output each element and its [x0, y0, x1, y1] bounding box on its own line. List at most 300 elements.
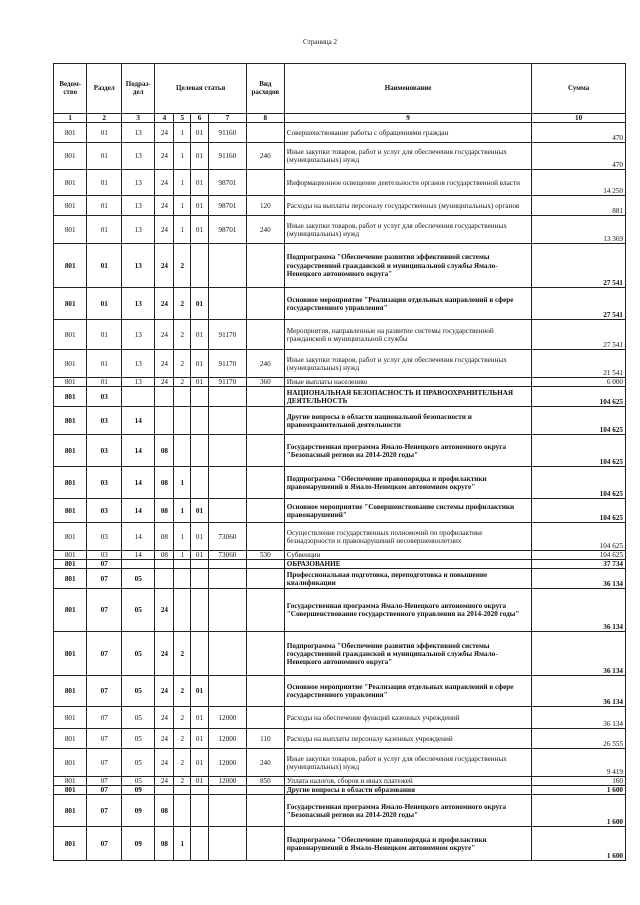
cell-target-direction — [208, 676, 246, 707]
cell-amount: 470 — [532, 143, 626, 170]
column-number: 7 — [208, 114, 246, 123]
cell-amount: 104 625 — [532, 435, 626, 467]
cell-amount: 36 134 — [532, 589, 626, 632]
cell-target-program — [155, 560, 174, 569]
cell-target-direction — [208, 244, 246, 288]
cell-target-direction — [208, 632, 246, 676]
cell-subsection — [122, 387, 155, 407]
table-row — [54, 569, 626, 589]
cell-section: 07 — [87, 560, 122, 569]
cell-subsection: 13 — [122, 288, 155, 320]
cell-name: Основное мероприятие "Реализация отдельных направлений в сфере государственного управления" — [284, 288, 532, 320]
cell-target-subprogram: 2 — [174, 288, 191, 320]
cell-target-subprogram: 2 — [174, 729, 191, 749]
cell-dept: 801 — [54, 729, 87, 749]
cell-target-direction: 12000 — [208, 749, 246, 777]
cell-target-subprogram: 2 — [174, 378, 191, 387]
cell-section: 07 — [87, 632, 122, 676]
cell-name: Подпрограмма "Обеспечение развития эффективной системы государственной гражданской и муниципальной службы Ямало-Ненецкого автономного округа" — [284, 632, 532, 676]
cell-exp-type: 240 — [246, 216, 284, 244]
cell-target-program — [155, 786, 174, 795]
cell-subsection: 05 — [122, 729, 155, 749]
column-number: 10 — [532, 114, 626, 123]
cell-target-direction: 91170 — [208, 350, 246, 378]
cell-target-program: 24 — [155, 632, 174, 676]
cell-name: Подпрограмма "Обеспечение развития эффективной системы государственной гражданской и муниципальной службы Ямало-Ненецкого автономного округа" — [284, 244, 532, 288]
table-row — [54, 786, 626, 795]
cell-exp-type: 240 — [246, 350, 284, 378]
table-row — [54, 467, 626, 499]
cell-target-program: 24 — [155, 777, 174, 786]
cell-subsection: 13 — [122, 350, 155, 378]
page-label: Страница 2 — [303, 38, 337, 46]
cell-name: Основное мероприятие "Совершенствование системы профилактики правонарушений" — [284, 499, 532, 523]
cell-section: 01 — [87, 123, 122, 143]
cell-name: Осуществление государственных полномочий по профилактике безнадзорности и правонарушений несовершеннолетних — [284, 523, 532, 551]
cell-target-direction — [208, 288, 246, 320]
cell-target-program: 08 — [155, 499, 174, 523]
cell-target-program — [155, 387, 174, 407]
cell-target-activity — [191, 827, 209, 861]
cell-target-activity: 01 — [191, 551, 209, 560]
cell-target-subprogram — [174, 589, 191, 632]
cell-target-activity: 01 — [191, 707, 209, 729]
cell-subsection: 05 — [122, 569, 155, 589]
cell-exp-type — [246, 170, 284, 196]
cell-amount: 6 000 — [532, 378, 626, 387]
cell-target-direction — [208, 407, 246, 435]
cell-target-activity: 01 — [191, 523, 209, 551]
cell-section: 01 — [87, 244, 122, 288]
cell-target-direction — [208, 560, 246, 569]
table-row — [54, 244, 626, 288]
cell-target-activity — [191, 467, 209, 499]
cell-target-activity — [191, 435, 209, 467]
cell-target-direction — [208, 467, 246, 499]
column-number: 9 — [284, 114, 532, 123]
cell-target-subprogram: 2 — [174, 707, 191, 729]
table-row — [54, 387, 626, 407]
header-target: Целевая статья — [155, 64, 246, 114]
cell-target-direction: 98701 — [208, 216, 246, 244]
cell-name: Профессиональная подготовка, переподготовка и повышение квалификации — [284, 569, 532, 589]
cell-name: Иные закупки товаров, работ и услуг для обеспечения государственных (муниципальных) нужд — [284, 350, 532, 378]
cell-target-subprogram: 2 — [174, 350, 191, 378]
budget-table — [53, 63, 626, 861]
cell-exp-type — [246, 786, 284, 795]
cell-amount: 36 134 — [532, 632, 626, 676]
cell-dept: 801 — [54, 707, 87, 729]
cell-subsection: 05 — [122, 777, 155, 786]
cell-target-activity — [191, 632, 209, 676]
cell-dept: 801 — [54, 551, 87, 560]
cell-target-program: 24 — [155, 123, 174, 143]
cell-target-program: 24 — [155, 196, 174, 216]
table-row — [54, 288, 626, 320]
cell-target-activity — [191, 387, 209, 407]
cell-exp-type: 110 — [246, 729, 284, 749]
cell-target-program: 08 — [155, 827, 174, 861]
cell-target-direction — [208, 786, 246, 795]
header-name: Наименование — [284, 64, 532, 114]
cell-target-subprogram — [174, 387, 191, 407]
header-exp-type: Вид расходов — [246, 64, 284, 114]
cell-dept: 801 — [54, 244, 87, 288]
cell-target-subprogram: 1 — [174, 170, 191, 196]
header-amount: Сумма — [532, 64, 626, 114]
cell-exp-type: 240 — [246, 143, 284, 170]
cell-amount: 104 625 — [532, 523, 626, 551]
cell-section: 01 — [87, 196, 122, 216]
cell-exp-type — [246, 407, 284, 435]
cell-dept: 801 — [54, 170, 87, 196]
cell-target-program: 24 — [155, 216, 174, 244]
table-row — [54, 170, 626, 196]
cell-section: 07 — [87, 827, 122, 861]
cell-target-subprogram: 2 — [174, 777, 191, 786]
cell-section: 01 — [87, 170, 122, 196]
cell-target-subprogram: 1 — [174, 551, 191, 560]
cell-target-activity — [191, 786, 209, 795]
cell-name: Иные закупки товаров, работ и услуг для обеспечения государственных (муниципальных) нужд — [284, 749, 532, 777]
cell-dept: 801 — [54, 350, 87, 378]
cell-exp-type — [246, 123, 284, 143]
cell-subsection: 14 — [122, 467, 155, 499]
cell-exp-type — [246, 320, 284, 350]
cell-target-activity: 01 — [191, 170, 209, 196]
column-number: 4 — [155, 114, 174, 123]
cell-target-activity: 01 — [191, 676, 209, 707]
cell-target-direction — [208, 569, 246, 589]
cell-section: 01 — [87, 143, 122, 170]
cell-dept: 801 — [54, 632, 87, 676]
cell-target-program: 08 — [155, 467, 174, 499]
cell-exp-type — [246, 288, 284, 320]
cell-target-activity: 01 — [191, 123, 209, 143]
cell-section: 07 — [87, 589, 122, 632]
cell-subsection: 14 — [122, 551, 155, 560]
cell-subsection: 09 — [122, 827, 155, 861]
header-section: Раздел — [87, 64, 122, 114]
cell-target-program: 24 — [155, 707, 174, 729]
header-row — [54, 64, 626, 114]
cell-subsection: 14 — [122, 499, 155, 523]
cell-name: Уплата налогов, сборов и иных платежей — [284, 777, 532, 786]
cell-exp-type: 240 — [246, 749, 284, 777]
table-row — [54, 378, 626, 387]
cell-target-activity: 01 — [191, 288, 209, 320]
cell-target-program: 08 — [155, 435, 174, 467]
table-row — [54, 196, 626, 216]
table-row — [54, 827, 626, 861]
cell-target-subprogram: 1 — [174, 499, 191, 523]
cell-name: Расходы на выплаты персоналу государственных (муниципальных) органов — [284, 196, 532, 216]
cell-exp-type — [246, 467, 284, 499]
cell-dept: 801 — [54, 467, 87, 499]
cell-exp-type: 530 — [246, 551, 284, 560]
cell-section: 03 — [87, 435, 122, 467]
cell-dept: 801 — [54, 196, 87, 216]
cell-target-direction: 12000 — [208, 707, 246, 729]
cell-exp-type — [246, 523, 284, 551]
table-row — [54, 350, 626, 378]
cell-section: 03 — [87, 523, 122, 551]
cell-dept: 801 — [54, 378, 87, 387]
cell-name: Государственная программа Ямало-Ненецкого автономного округа "Совершенствование государственного управления на 2014-2020 годы" — [284, 589, 532, 632]
cell-target-subprogram: 2 — [174, 320, 191, 350]
cell-target-activity — [191, 795, 209, 827]
cell-target-program — [155, 407, 174, 435]
cell-dept: 801 — [54, 795, 87, 827]
cell-section: 03 — [87, 499, 122, 523]
cell-name: Расходы на выплаты персоналу казенных учреждений — [284, 729, 532, 749]
cell-amount: 13 369 — [532, 216, 626, 244]
cell-target-program: 24 — [155, 676, 174, 707]
cell-dept: 801 — [54, 827, 87, 861]
cell-exp-type — [246, 632, 284, 676]
cell-target-direction — [208, 827, 246, 861]
cell-subsection: 05 — [122, 589, 155, 632]
cell-section: 03 — [87, 551, 122, 560]
cell-exp-type — [246, 707, 284, 729]
cell-subsection: 13 — [122, 123, 155, 143]
cell-name: Государственная программа Ямало-Ненецкого автономного округа "Безопасный регион на 2014-2020 годы" — [284, 435, 532, 467]
cell-amount: 26 555 — [532, 729, 626, 749]
cell-amount: 27 541 — [532, 320, 626, 350]
cell-target-activity: 01 — [191, 350, 209, 378]
cell-name: Государственная программа Ямало-Ненецкого автономного округа "Безопасный регион на 2014-2020 годы" — [284, 795, 532, 827]
cell-target-direction: 91160 — [208, 123, 246, 143]
cell-target-direction: 12000 — [208, 777, 246, 786]
cell-exp-type: 120 — [246, 196, 284, 216]
cell-section: 07 — [87, 676, 122, 707]
cell-target-subprogram: 2 — [174, 749, 191, 777]
table-row — [54, 676, 626, 707]
cell-amount: 160 — [532, 777, 626, 786]
cell-subsection: 09 — [122, 795, 155, 827]
cell-target-direction: 73060 — [208, 523, 246, 551]
cell-subsection: 13 — [122, 170, 155, 196]
cell-dept: 801 — [54, 123, 87, 143]
cell-dept: 801 — [54, 560, 87, 569]
cell-amount: 36 134 — [532, 707, 626, 729]
cell-amount: 881 — [532, 196, 626, 216]
cell-name: ОБРАЗОВАНИЕ — [284, 560, 532, 569]
cell-subsection: 13 — [122, 320, 155, 350]
cell-target-activity: 01 — [191, 749, 209, 777]
cell-subsection: 05 — [122, 632, 155, 676]
cell-target-activity — [191, 407, 209, 435]
cell-target-program: 24 — [155, 749, 174, 777]
cell-dept: 801 — [54, 569, 87, 589]
table-row — [54, 729, 626, 749]
cell-exp-type — [246, 827, 284, 861]
cell-amount: 27 541 — [532, 288, 626, 320]
cell-section: 01 — [87, 378, 122, 387]
cell-name: Основное мероприятие "Реализация отдельных направлений в сфере государственного управления" — [284, 676, 532, 707]
cell-subsection: 14 — [122, 523, 155, 551]
cell-dept: 801 — [54, 786, 87, 795]
cell-amount: 104 625 — [532, 467, 626, 499]
cell-target-program: 24 — [155, 170, 174, 196]
cell-name: Расходы на обеспечение функций казенных учреждений — [284, 707, 532, 729]
cell-subsection: 05 — [122, 749, 155, 777]
cell-target-subprogram — [174, 560, 191, 569]
table-row — [54, 435, 626, 467]
cell-target-direction — [208, 589, 246, 632]
cell-target-program: 24 — [155, 244, 174, 288]
table-row — [54, 407, 626, 435]
cell-amount: 104 625 — [532, 499, 626, 523]
cell-target-program: 24 — [155, 320, 174, 350]
table-row — [54, 589, 626, 632]
cell-target-subprogram: 1 — [174, 216, 191, 244]
cell-exp-type: 850 — [246, 777, 284, 786]
cell-amount: 27 541 — [532, 244, 626, 288]
cell-target-activity — [191, 560, 209, 569]
cell-dept: 801 — [54, 777, 87, 786]
table-row — [54, 707, 626, 729]
cell-target-program: 08 — [155, 523, 174, 551]
cell-target-subprogram: 1 — [174, 123, 191, 143]
cell-subsection: 13 — [122, 216, 155, 244]
cell-exp-type — [246, 499, 284, 523]
cell-subsection: 13 — [122, 196, 155, 216]
cell-name: Иные закупки товаров, работ и услуг для обеспечения государственных (муниципальных) нужд — [284, 216, 532, 244]
cell-target-activity: 01 — [191, 320, 209, 350]
cell-section: 07 — [87, 729, 122, 749]
table-row — [54, 499, 626, 523]
cell-section: 07 — [87, 749, 122, 777]
cell-target-program: 08 — [155, 551, 174, 560]
cell-dept: 801 — [54, 435, 87, 467]
cell-target-subprogram: 1 — [174, 196, 191, 216]
cell-dept: 801 — [54, 143, 87, 170]
cell-dept: 801 — [54, 589, 87, 632]
cell-target-program: 24 — [155, 350, 174, 378]
table-row — [54, 749, 626, 777]
cell-target-activity — [191, 589, 209, 632]
header-dept: Ведом-ство — [54, 64, 87, 114]
cell-exp-type — [246, 244, 284, 288]
cell-target-direction: 98701 — [208, 170, 246, 196]
column-number: 8 — [246, 114, 284, 123]
cell-section: 07 — [87, 569, 122, 589]
table-row — [54, 551, 626, 560]
cell-amount: 36 134 — [532, 569, 626, 589]
cell-exp-type — [246, 569, 284, 589]
cell-target-program: 24 — [155, 589, 174, 632]
cell-section: 03 — [87, 387, 122, 407]
cell-subsection: 14 — [122, 435, 155, 467]
cell-amount: 104 625 — [532, 551, 626, 560]
cell-name: Информационное освещение деятельности органов государственной власти — [284, 170, 532, 196]
cell-dept: 801 — [54, 288, 87, 320]
cell-dept: 801 — [54, 407, 87, 435]
cell-amount: 470 — [532, 123, 626, 143]
cell-target-direction — [208, 387, 246, 407]
cell-target-subprogram — [174, 569, 191, 589]
cell-dept: 801 — [54, 320, 87, 350]
cell-target-subprogram: 2 — [174, 632, 191, 676]
cell-target-activity: 01 — [191, 729, 209, 749]
cell-target-subprogram: 1 — [174, 467, 191, 499]
cell-target-direction: 73060 — [208, 551, 246, 560]
cell-dept: 801 — [54, 387, 87, 407]
cell-dept: 801 — [54, 499, 87, 523]
cell-exp-type — [246, 676, 284, 707]
cell-target-direction: 91160 — [208, 143, 246, 170]
cell-exp-type: 360 — [246, 378, 284, 387]
cell-name: Мероприятия, направленные на развитие системы государственной гражданской и муниципальной службы — [284, 320, 532, 350]
cell-target-activity: 01 — [191, 143, 209, 170]
cell-target-subprogram: 2 — [174, 676, 191, 707]
cell-target-activity: 01 — [191, 777, 209, 786]
cell-subsection: 05 — [122, 707, 155, 729]
column-number: 3 — [122, 114, 155, 123]
cell-target-direction: 12000 — [208, 729, 246, 749]
cell-target-program: 24 — [155, 143, 174, 170]
cell-amount: 1 600 — [532, 795, 626, 827]
table-row — [54, 320, 626, 350]
cell-target-subprogram: 2 — [174, 244, 191, 288]
cell-section: 01 — [87, 216, 122, 244]
cell-section: 03 — [87, 467, 122, 499]
cell-exp-type — [246, 795, 284, 827]
cell-name: Иные выплаты населению — [284, 378, 532, 387]
cell-amount: 1 600 — [532, 786, 626, 795]
cell-target-direction — [208, 795, 246, 827]
table-row — [54, 523, 626, 551]
table-row — [54, 560, 626, 569]
cell-dept: 801 — [54, 676, 87, 707]
cell-exp-type — [246, 435, 284, 467]
cell-name: Субвенции — [284, 551, 532, 560]
cell-target-subprogram — [174, 407, 191, 435]
cell-amount: 104 625 — [532, 407, 626, 435]
header-subsection: Подраз-дел — [122, 64, 155, 114]
table-row — [54, 777, 626, 786]
cell-amount: 1 600 — [532, 827, 626, 861]
cell-dept: 801 — [54, 523, 87, 551]
cell-subsection: 13 — [122, 378, 155, 387]
column-number: 1 — [54, 114, 87, 123]
cell-amount: 14 250 — [532, 170, 626, 196]
cell-target-subprogram — [174, 435, 191, 467]
cell-exp-type — [246, 589, 284, 632]
table-row — [54, 143, 626, 170]
cell-amount: 104 625 — [532, 387, 626, 407]
cell-section: 07 — [87, 777, 122, 786]
table-row — [54, 632, 626, 676]
cell-name: Другие вопросы в области образования — [284, 786, 532, 795]
cell-amount: 9 419 — [532, 749, 626, 777]
cell-target-activity: 01 — [191, 196, 209, 216]
cell-target-program: 08 — [155, 795, 174, 827]
table-row — [54, 123, 626, 143]
cell-target-activity — [191, 244, 209, 288]
cell-dept: 801 — [54, 749, 87, 777]
cell-section: 03 — [87, 407, 122, 435]
cell-section: 01 — [87, 350, 122, 378]
column-number: 5 — [174, 114, 191, 123]
cell-target-subprogram: 1 — [174, 523, 191, 551]
cell-target-activity: 01 — [191, 378, 209, 387]
cell-dept: 801 — [54, 216, 87, 244]
table-row — [54, 795, 626, 827]
cell-name: Другие вопросы в области национальной безопасности и правоохранительной деятельности — [284, 407, 532, 435]
cell-subsection: 13 — [122, 244, 155, 288]
